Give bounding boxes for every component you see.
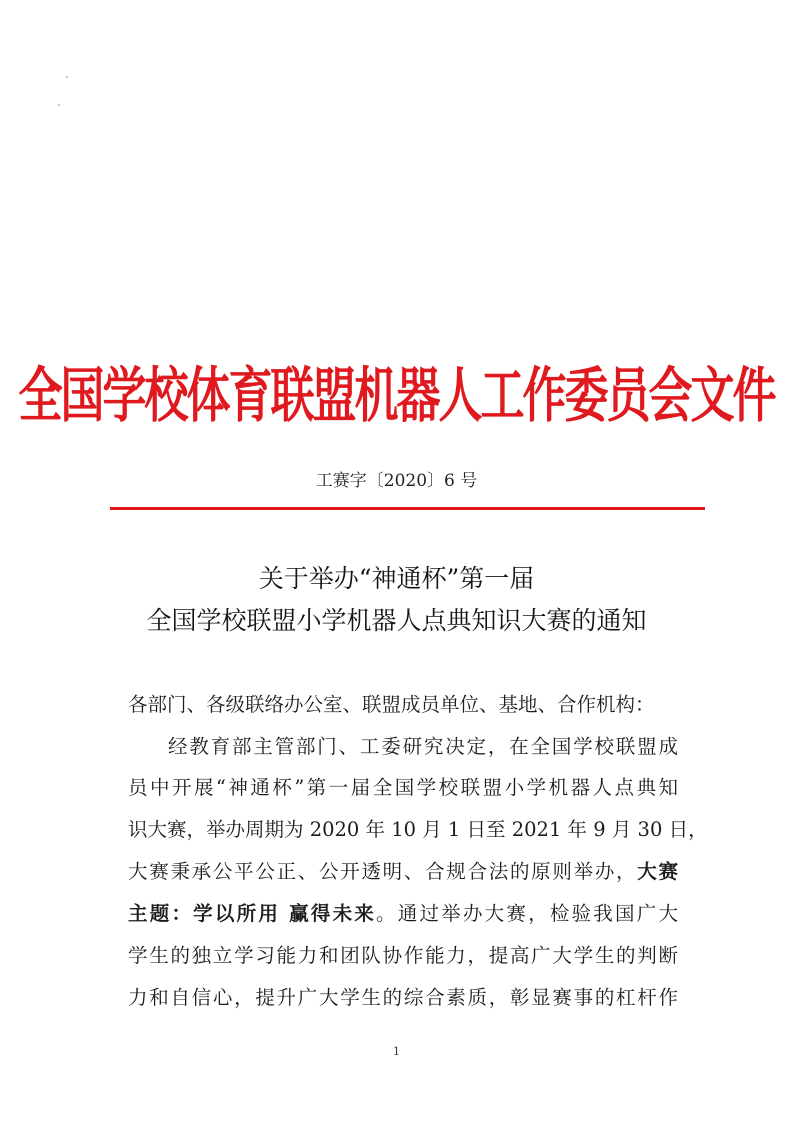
notice-title-line-1: 关于举办“神通杯”第一届 xyxy=(258,564,535,593)
page-number: 1 xyxy=(393,1045,400,1058)
body-line: 识大赛，举办周期为 2020 年 10 月 1 日至 2021 年 9 月 30 日， xyxy=(128,818,708,841)
body-emphasis: 大赛 xyxy=(637,860,678,883)
document-number: 工赛字〔2020〕6 号 xyxy=(315,471,478,491)
issuer-header-title: 全国学校体育联盟机器人工作委员会文件 xyxy=(18,361,775,431)
notice-title-line-2: 全国学校联盟小学机器人点典知识大赛的通知 xyxy=(146,606,647,635)
scan-speck xyxy=(58,104,60,106)
body-line: 经教育部主管部门、工委研究决定，在全国学校联盟成 xyxy=(168,735,678,758)
body-line: 力和自信心，提升广大学生的综合素质，彰显赛事的杠杆作 xyxy=(128,986,678,1009)
body-line: 学生的独立学习能力和团队协作能力，提高广大学生的判断 xyxy=(128,944,678,967)
salutation: 各部门、各级联络办公室、联盟成员单位、基地、合作机构： xyxy=(128,693,655,716)
body-line: 员中开展“神通杯”第一届全国学校联盟小学机器人点典知 xyxy=(128,776,678,799)
body-text: 大赛秉承公平公正、公开透明、合规合法的原则举办， xyxy=(128,860,638,883)
body-line xyxy=(128,899,678,929)
body-text: 。通过举办大赛，检验我国广大 xyxy=(376,902,678,925)
scan-speck xyxy=(66,76,68,78)
body-line xyxy=(128,857,678,887)
body-emphasis: 主题：学以所用 赢得未来 xyxy=(128,902,377,925)
red-divider-line xyxy=(110,507,705,510)
